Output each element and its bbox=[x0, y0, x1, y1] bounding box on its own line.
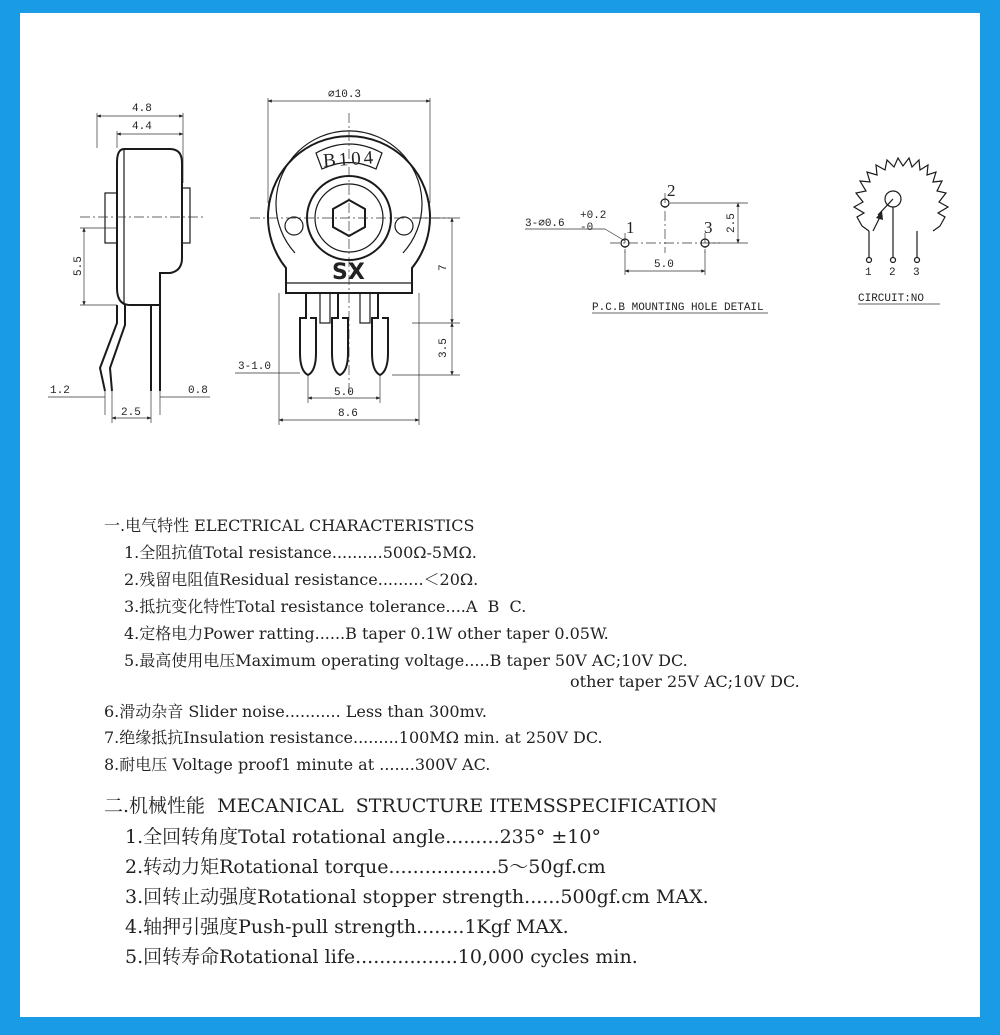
dim-diameter: ⌀10.3 bbox=[328, 89, 362, 101]
mechanical-item: 3.回转止动强度Rotational stopper strength......500gf.cm MAX. bbox=[125, 886, 709, 908]
mechanical-heading: 二.机械性能 MECANICAL STRUCTURE ITEMSSPECIFICATION bbox=[104, 795, 718, 817]
side-view bbox=[48, 103, 210, 423]
dim-height: 5.5 bbox=[73, 256, 85, 276]
mechanical-item: 2.转动力矩Rotational torque..................5～50gf.cm bbox=[125, 856, 606, 878]
circuit-symbol bbox=[854, 158, 948, 305]
electrical-item: 3.抵抗变化特性Total resistance tolerance....A B C. bbox=[124, 597, 527, 616]
dim-base-width: 8.6 bbox=[338, 408, 358, 420]
hole-tol-plus: +0.2 bbox=[580, 210, 607, 222]
circuit-caption: CIRCUIT:NO bbox=[858, 293, 925, 305]
electrical-heading: 一.电气特性 ELECTRICAL CHARACTERISTICS bbox=[104, 516, 475, 535]
dim-pin-length: 3.5 bbox=[438, 338, 450, 358]
electrical-item: 6.滑动杂音 Slider noise........... Less than 300mv. bbox=[104, 702, 487, 721]
pcb-dim-offset: 2.5 bbox=[726, 213, 738, 233]
electrical-item: 5.最高使用电压Maximum operating voltage.....B taper 50V AC;10V DC. bbox=[124, 651, 688, 670]
electrical-item-continued: other taper 25V AC;10V DC. bbox=[570, 672, 800, 691]
electrical-item: 1.全阻抗值Total resistance..........500Ω-5MΩ. bbox=[124, 543, 477, 562]
front-pins bbox=[300, 293, 388, 375]
circuit-pin-2: 2 bbox=[889, 267, 896, 279]
pcb-dim-spacing: 5.0 bbox=[654, 259, 674, 271]
mechanical-item: 5.回转寿命Rotational life.................10,000 cycles min. bbox=[125, 946, 638, 968]
marking-text: B104 bbox=[322, 147, 377, 172]
mechanical-item: 4.轴押引强度Push-pull strength........1Kgf MAX. bbox=[125, 916, 569, 938]
electrical-item: 8.耐电压 Voltage proof1 minute at .......300V AC. bbox=[104, 755, 491, 774]
pcb-pin-2: 2 bbox=[667, 181, 676, 200]
electrical-item: 2.残留电阻值Residual resistance.........＜20Ω. bbox=[124, 570, 479, 589]
technical-drawing bbox=[20, 13, 980, 513]
hole-spec: 3-⌀0.6 bbox=[525, 218, 565, 230]
pcb-pin-3: 3 bbox=[704, 218, 713, 237]
circuit-pin-3: 3 bbox=[913, 267, 920, 279]
dim-width-body: 4.4 bbox=[132, 121, 152, 133]
mechanical-item: 1.全回转角度Total rotational angle.........235° ±10° bbox=[125, 826, 601, 848]
dim-body-height: 7 bbox=[438, 264, 450, 271]
dim-left: 1.2 bbox=[50, 385, 70, 397]
circuit-pin-1: 1 bbox=[865, 267, 872, 279]
dim-pin-pitch: 5.0 bbox=[334, 387, 354, 399]
dim-pin-width: 3-1.0 bbox=[238, 361, 272, 373]
hole-tol-minus: -0 bbox=[580, 222, 594, 234]
mechanical-characteristics bbox=[104, 791, 718, 968]
pcb-caption: P.C.B MOUNTING HOLE DETAIL bbox=[592, 302, 764, 314]
front-view bbox=[235, 89, 460, 425]
electrical-item: 4.定格电力Power ratting......B taper 0.1W other taper 0.05W. bbox=[124, 624, 609, 643]
electrical-characteristics bbox=[104, 513, 800, 774]
datasheet-page bbox=[20, 13, 980, 1017]
dim-width-total: 4.8 bbox=[132, 103, 152, 115]
dim-pitch: 2.5 bbox=[121, 407, 141, 419]
electrical-item: 7.绝缘抵抗Insulation resistance.........100MΩ min. at 250V DC. bbox=[104, 728, 603, 747]
pcb-pin-1: 1 bbox=[626, 218, 635, 237]
dim-right: 0.8 bbox=[188, 385, 208, 397]
brand-logo: SX bbox=[332, 260, 365, 285]
pcb-mounting-detail bbox=[525, 181, 768, 314]
